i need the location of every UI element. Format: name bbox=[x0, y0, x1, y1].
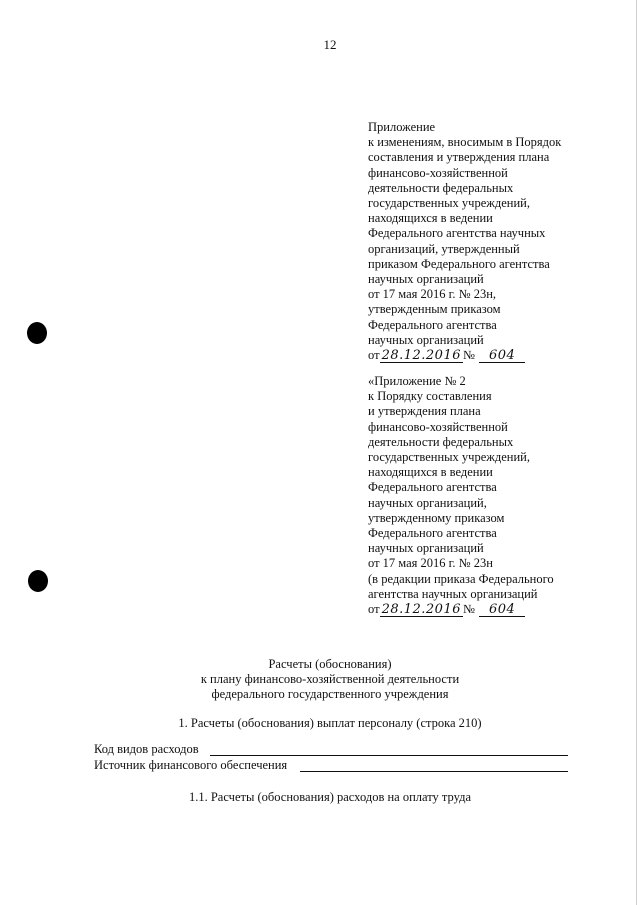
appendix-line: утвержденному приказом bbox=[368, 510, 505, 525]
appendix-1-signature-line bbox=[368, 348, 638, 363]
sig-prefix: от bbox=[368, 602, 380, 617]
document-subtitle: федерального государственного учреждения bbox=[211, 687, 449, 701]
funding-source-label: Источник финансового обеспечения bbox=[94, 758, 288, 772]
appendix-line: научных организаций, bbox=[368, 495, 487, 510]
appendix-line: научных организаций bbox=[368, 332, 484, 347]
appendix-line: составления и утверждения плана bbox=[368, 150, 550, 165]
appendix-line: государственных учреждений, bbox=[368, 196, 530, 211]
subsection-heading: 1.1. Расчеты (обоснования) расходов на оплату труда bbox=[188, 790, 471, 804]
sig-number-label: № bbox=[463, 602, 475, 617]
document-subtitle: к плану финансово-хозяйственной деятельности bbox=[200, 672, 460, 686]
appendix-line: Федерального агентства bbox=[368, 317, 497, 332]
appendix-line: научных организаций bbox=[368, 272, 484, 287]
appendix-line: находящихся в ведении bbox=[368, 211, 493, 226]
handwritten-date: 28.12.2016 bbox=[381, 602, 461, 618]
appendix-line: и утверждения плана bbox=[368, 404, 481, 419]
appendix-line: (в редакции приказа Федерального bbox=[368, 571, 554, 586]
page-number: 12 bbox=[323, 37, 337, 52]
appendix-line: финансово-хозяйственной bbox=[368, 165, 508, 180]
appendix-line: научных организаций bbox=[368, 541, 484, 556]
sig-number-label: № bbox=[463, 348, 475, 363]
appendix-line: Федерального агентства bbox=[368, 480, 497, 495]
handwritten-order-number: 604 bbox=[479, 604, 525, 617]
appendix-line: Приложение bbox=[368, 120, 436, 134]
document-title: Расчеты (обоснования) bbox=[268, 657, 392, 671]
section-heading: 1. Расчеты (обоснования) выплат персоналу (строка 210) bbox=[178, 716, 482, 730]
appendix-1-block bbox=[368, 120, 638, 363]
appendix-line: агентства научных организаций bbox=[368, 586, 538, 601]
appendix-line: организаций, утвержденный bbox=[368, 241, 520, 256]
appendix-line: государственных учреждений, bbox=[368, 450, 530, 465]
appendix-line: от 17 мая 2016 г. № 23н bbox=[368, 556, 493, 571]
appendix-line: «Приложение № 2 bbox=[368, 374, 466, 388]
appendix-line: финансово-хозяйственной bbox=[368, 419, 508, 434]
appendix-line: к изменениям, вносимым в Порядок bbox=[368, 135, 562, 150]
appendix-line: Федерального агентства научных bbox=[368, 226, 546, 241]
appendix-2-signature-line bbox=[368, 602, 638, 617]
expense-code-fill-line bbox=[210, 755, 568, 756]
appendix-2-block bbox=[368, 374, 638, 617]
funding-source-fill-line bbox=[300, 771, 568, 772]
appendix-line: находящихся в ведении bbox=[368, 465, 493, 480]
handwritten-order-number: 604 bbox=[479, 350, 525, 363]
appendix-line: деятельности федеральных bbox=[368, 434, 514, 449]
appendix-line: утвержденным приказом bbox=[368, 302, 501, 317]
appendix-line: Федерального агентства bbox=[368, 526, 497, 541]
appendix-line: деятельности федеральных bbox=[368, 180, 514, 195]
appendix-line: приказом Федерального агентства bbox=[368, 256, 550, 271]
punch-hole bbox=[27, 322, 47, 344]
expense-code-label: Код видов расходов bbox=[94, 742, 199, 756]
appendix-line: от 17 мая 2016 г. № 23н, bbox=[368, 287, 497, 302]
punch-hole bbox=[28, 570, 48, 592]
handwritten-date: 28.12.2016 bbox=[381, 348, 461, 364]
sig-prefix: от bbox=[368, 348, 380, 363]
appendix-line: к Порядку составления bbox=[368, 389, 492, 404]
